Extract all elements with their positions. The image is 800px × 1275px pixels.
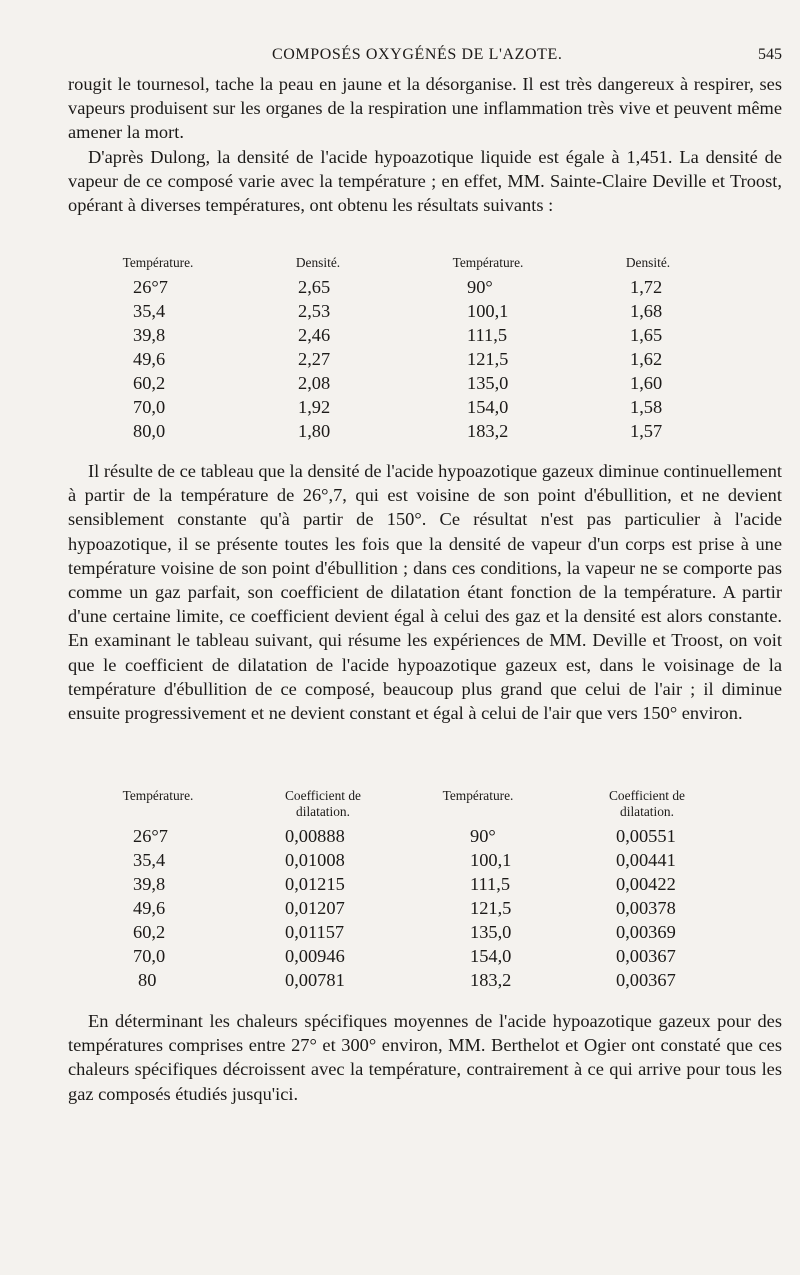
density-cell: 26°7 (133, 277, 168, 297)
density-cell: 70,0 (133, 397, 166, 417)
density-cell: 1,58 (630, 397, 663, 417)
density-cell: 2,65 (298, 277, 331, 297)
density-table-header-temp-2: Température. (452, 255, 524, 270)
paragraph-1: rougit le tournesol, tache la peau en jaune et la désorganise. Il est très dangereux à respirer, ses vapeurs produisent sur les organes de la respiration une inflammation très vive et peuvent même amener la mort. (68, 74, 782, 143)
density-cell: 135,0 (467, 373, 509, 393)
density-cell: 2,27 (298, 349, 331, 369)
density-cell: 1,80 (298, 421, 331, 441)
dilatation-cell: 0,01157 (285, 922, 345, 942)
dilatation-cell: 0,00367 (616, 946, 676, 966)
density-cell: 121,5 (467, 349, 509, 369)
density-cell: 154,0 (467, 397, 509, 417)
dilatation-table-row (0, 898, 800, 922)
density-table-header-density-1: Densité. (295, 255, 341, 270)
density-cell: 2,53 (298, 301, 331, 321)
dilatation-cell: 0,00422 (616, 874, 676, 894)
dilatation-table-row (0, 850, 800, 874)
page-number: 545 (758, 46, 782, 63)
paragraph-4: En déterminant les chaleurs spécifiques moyennes de l'acide hypoazotique gazeux pour des températures comprises entre 27° et 300° environ, MM. Berthelot et Ogier ont constaté que ces chaleurs spécifiques décroissent avec la température, contrairement à ce qui arrive pour tous les gaz composés étudiés jusqu'ici. (68, 1011, 782, 1104)
dilatation-cell: 49,6 (133, 898, 166, 918)
dilatation-table-row (0, 826, 800, 850)
density-table-row (0, 349, 800, 373)
dilatation-cell: 0,00441 (616, 850, 676, 870)
dilatation-table-header (0, 788, 800, 826)
dilatation-cell: 100,1 (470, 850, 512, 870)
dilatation-cell: 80 (138, 970, 157, 990)
dilatation-cell: 135,0 (470, 922, 512, 942)
density-cell: 35,4 (133, 301, 166, 321)
dilatation-cell: 0,00551 (616, 826, 676, 846)
density-cell: 1,57 (630, 421, 663, 441)
dilatation-cell: 0,01207 (285, 898, 345, 918)
dilatation-cell: 70,0 (133, 946, 166, 966)
density-cell: 2,08 (298, 373, 331, 393)
density-cell: 1,60 (630, 373, 663, 393)
dilatation-cell: 35,4 (133, 850, 166, 870)
dilatation-cell: 0,00888 (285, 826, 345, 846)
density-table (0, 255, 800, 445)
density-table-row (0, 397, 800, 421)
dilatation-cell: 0,00378 (616, 898, 676, 918)
dilatation-cell: 0,01008 (285, 850, 345, 870)
density-cell: 1,62 (630, 349, 663, 369)
dilatation-table-row (0, 970, 800, 994)
density-table-row (0, 301, 800, 325)
dilatation-table-header-temp-2: Température. (442, 788, 514, 803)
dilatation-table-row (0, 922, 800, 946)
dilatation-table-row (0, 946, 800, 970)
dilatation-table-header-temp-1: Température. (122, 788, 194, 803)
density-table-header-temp-1: Température. (122, 255, 194, 270)
density-cell: 1,92 (298, 397, 331, 417)
dilatation-cell: 121,5 (470, 898, 512, 918)
dilatation-table-header-coef-2: Coefficient de dilatation. (609, 788, 685, 819)
dilatation-cell: 0,01215 (285, 874, 345, 894)
dilatation-cell: 60,2 (133, 922, 166, 942)
density-table-row (0, 421, 800, 445)
running-title: COMPOSÉS OXYGÉNÉS DE L'AZOTE. (272, 46, 563, 63)
density-table-header-density-2: Densité. (625, 255, 671, 270)
dilatation-cell: 26°7 (133, 826, 168, 846)
density-cell: 100,1 (467, 301, 509, 321)
density-cell: 111,5 (467, 325, 508, 345)
dilatation-table (0, 788, 800, 994)
dilatation-cell: 0,00781 (285, 970, 345, 990)
density-cell: 1,72 (630, 277, 663, 297)
density-table-row (0, 373, 800, 397)
paragraph-2: D'après Dulong, la densité de l'acide hypoazotique liquide est égale à 1,451. La densité de vapeur de ce composé varie avec la température ; en effet, MM. Sainte-Claire Deville et Troost, opérant à diverses températures, ont obtenu les résultats suivants : (68, 147, 782, 216)
density-cell: 60,2 (133, 373, 166, 393)
density-cell: 49,6 (133, 349, 166, 369)
running-header (0, 46, 800, 70)
density-table-row (0, 277, 800, 301)
density-table-row (0, 325, 800, 349)
paragraph-3: Il résulte de ce tableau que la densité de l'acide hypoazotique gazeux diminue continuellement à partir de la température de 26°,7, qui est voisine de son point d'ébullition, et ne devient sensiblement constante qu'à partir de 150°. Ce résultat n'est pas particulier à l'acide hypoazotique, il se présente toutes les fois que la densité de vapeur d'un corps est prise à une température voisine de son point d'ébullition ; dans ces conditions, la vapeur ne se comporte pas comme un gaz parfait, son coefficient de dilatation étant fonction de la température. A partir d'une certaine limite, ce coefficient devient égal à celui des gaz et la densité est alors constante. En examinant le tableau suivant, qui résume les expériences de MM. Deville et Troost, on voit que le coefficient de dilatation de l'acide hypoazotique gazeux est, dans le voisinage de la température d'ébullition de ce composé, beaucoup plus grand que celui de l'air ; il diminue ensuite progressivement et ne devient constant et égal à celui de l'air que vers 150° environ. (68, 461, 782, 724)
dilatation-table-header-coef-1: Coefficient de dilatation. (285, 788, 361, 819)
dilatation-cell: 0,00946 (285, 946, 345, 966)
density-cell: 183,2 (467, 421, 509, 441)
density-cell: 2,46 (298, 325, 331, 345)
dilatation-cell: 154,0 (470, 946, 512, 966)
dilatation-cell: 111,5 (470, 874, 511, 894)
dilatation-table-row (0, 874, 800, 898)
dilatation-cell: 90° (470, 826, 496, 846)
density-cell: 39,8 (133, 325, 166, 345)
density-table-header (0, 255, 800, 277)
dilatation-cell: 183,2 (470, 970, 512, 990)
dilatation-cell: 0,00367 (616, 970, 676, 990)
density-cell: 90° (467, 277, 493, 297)
dilatation-cell: 0,00369 (616, 922, 676, 942)
density-cell: 80,0 (133, 421, 166, 441)
density-cell: 1,68 (630, 301, 663, 321)
density-cell: 1,65 (630, 325, 663, 345)
dilatation-cell: 39,8 (133, 874, 166, 894)
